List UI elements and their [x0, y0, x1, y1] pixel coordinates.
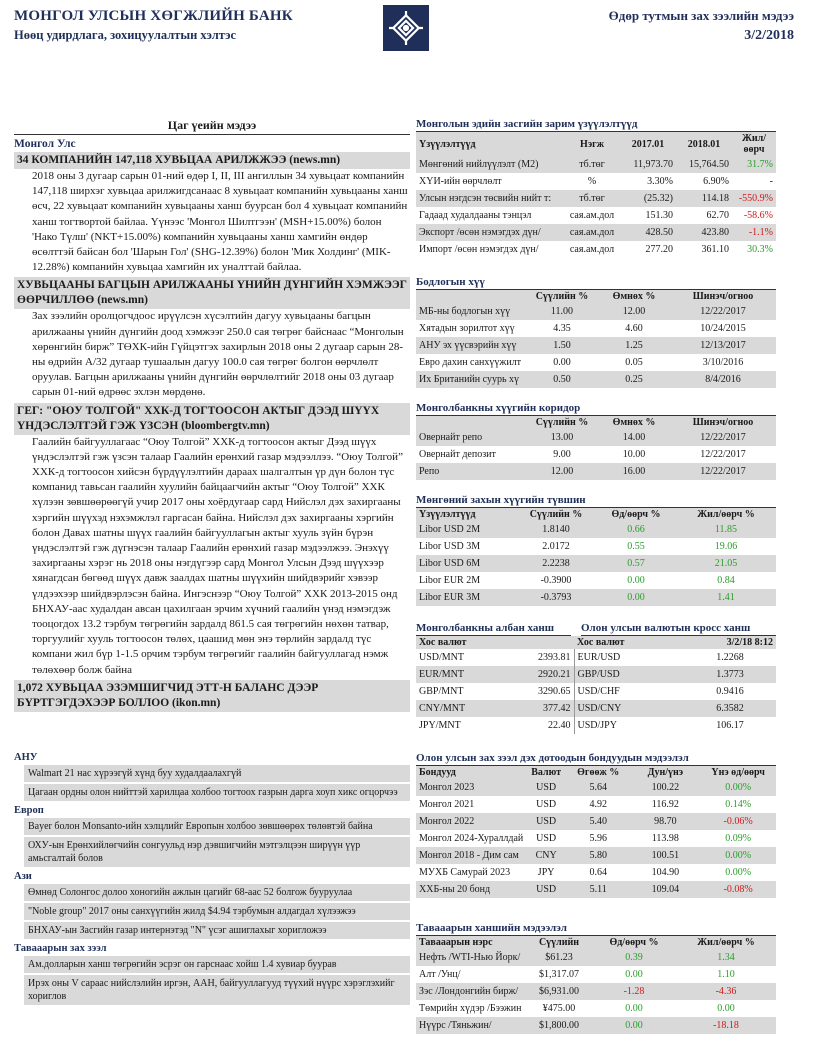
- table-cell: Мөнгөний нийлүүлэлт (М2): [416, 156, 564, 173]
- commodities-title: Тавааарын ханшийн мэдээлэл: [416, 922, 776, 936]
- table-cell: 104.90: [651, 867, 680, 878]
- bank-logo-icon: [383, 5, 429, 51]
- table-row: [416, 717, 776, 734]
- news-headline: 34 КОМПАНИЙН 147,118 ХУВЬЦАА АРИЛЖЖЭЭ (news.mn): [14, 152, 410, 169]
- news-brief: "Noble group" 2017 оны санхүүгийн жилд $4.94 тэрбумын алдагдал хүлээжээ: [24, 903, 410, 920]
- table-row: [416, 864, 776, 881]
- table-cell: USD: [526, 881, 566, 898]
- corridor-section: [416, 402, 776, 480]
- table-cell: Монгол 2023: [416, 779, 526, 796]
- table-row: [416, 830, 776, 847]
- table-cell: 116.92: [651, 799, 679, 810]
- fx-table: [416, 636, 776, 734]
- table-row: [416, 1000, 776, 1017]
- table-header-row: [416, 416, 776, 429]
- table-cell: Libor USD 6M: [416, 555, 516, 572]
- table-cell: USD: [526, 779, 566, 796]
- corridor-table: [416, 416, 776, 480]
- table-cell: 0.55: [627, 541, 645, 552]
- table-header-row: [416, 290, 776, 303]
- column-header: Өд/өөрч %: [592, 936, 676, 949]
- table-cell: Овернайт депозит: [419, 449, 496, 460]
- table-header-row: [416, 636, 776, 649]
- table-row: [416, 1017, 776, 1034]
- news-brief: Ирэх оны V сараас нийслэлийн иргэн, ААН, байгууллагууд түүхий нүүрс хэрэглэхийг хориглов: [24, 975, 410, 1005]
- table-row: [416, 779, 776, 796]
- column-header: Сүүлийн %: [526, 290, 598, 303]
- table-cell: 151.30: [645, 210, 673, 221]
- table-cell: -0.06%: [700, 813, 776, 830]
- table-cell: 100.22: [630, 779, 700, 796]
- table-cell: 12/13/2017: [670, 337, 776, 354]
- table-cell: -1.1%: [732, 224, 776, 241]
- column-header: Валют: [526, 766, 566, 779]
- table-cell: USD/MNT: [419, 652, 465, 663]
- table-cell: EUR/USD: [574, 649, 684, 666]
- table-row: [416, 463, 776, 480]
- column-header: Сүүлийн: [526, 936, 592, 949]
- news-brief: Цагаан ордны олон нийттэй харилцаа холбоо тогтоох газрын дарга хоуп хикс огцорчээ: [24, 784, 410, 801]
- table-cell: 11,973.70: [620, 156, 676, 173]
- table-cell: сая.ам.дол: [564, 224, 620, 241]
- table-header-row: [416, 766, 776, 779]
- table-cell: 0.57: [596, 555, 676, 572]
- table-cell: 0.00: [627, 575, 645, 586]
- news-body: 2018 оны 3 дугаар сарын 01-ний өдөр I, II, III ангиллын 34 хувьцаат компанийн 147,118 ширхэг хувьцаа арилжигдсанаас 8 хувьцаат компанийн хувьцааны ханш өсч, 22 хувьцаат компанийн хувьцааны ханш буурсан бол 4 хувьцаат компанийн ханш тогтвортой байлаа. Үүнээс 'Монгол Шилтгээн' (MSH+15.00%) болон 'Нако Түлш' (NKT+15.00%) компанийн хувьцааны ханш хамгийн өндөр өсөлттэй байсан бол 'Шарын Гол' (SHG-12.39%) болон 'Мик Холдинг' (MIK-12.28%) компанийн хувьцаа хамгийн их уналттай байлаа.: [32, 170, 408, 274]
- table-row: [416, 700, 776, 717]
- table-cell: $1,317.07: [539, 969, 579, 980]
- table-cell: 428.50: [620, 224, 676, 241]
- policy-rate-title: Бодлогын хүү: [416, 276, 776, 290]
- table-row: [416, 796, 776, 813]
- table-cell: Экспорт /өсөн нэмэгдэх дүн/: [416, 224, 564, 241]
- fx-titles: [416, 622, 776, 636]
- table-cell: USD/CNY: [574, 700, 684, 717]
- table-cell: Libor EUR 2M: [419, 575, 481, 586]
- money-market-section: [416, 494, 776, 606]
- table-cell: 2.0172: [542, 541, 570, 552]
- table-cell: 0.64: [589, 867, 607, 878]
- column-header: Хос валют: [574, 636, 684, 649]
- table-cell: 0.00%: [700, 779, 776, 796]
- table-row: [416, 371, 776, 388]
- table-cell: 277.20: [645, 244, 673, 255]
- header-right: [609, 8, 794, 44]
- table-cell: 0.00: [553, 357, 571, 368]
- table-cell: МУХБ Самурай 2023: [419, 867, 511, 878]
- news-body: Зах зээлийн оролцогчдоос ирүүлсэн хүсэлтийн дагуу хувьцааны багцын арилжааны үнийн дүнгийн доод хэмжээг 250.0 сая төгрөг байснаас “Монголын хөрөнгийн бирж” ТӨХК-ийн Гүйцэтгэх захирлын 2018 оны 2 дугаар сарын 28-ны өдрийн А/32 дугаар тушаалын дагуу 100.0 сая төгрөг болгон өөрчлөлт оруулав. Багцын арилжааны үнийн дүнгийн өөрчлөлтийг 2018 оны 03 дугаар сарын 01-ний өдрөөс эхлэн мөрдөнө.: [32, 310, 404, 399]
- region-label: Ази: [14, 870, 32, 882]
- table-row: [416, 555, 776, 572]
- column-header: Үнэ өд/өөрч: [700, 766, 776, 779]
- table-cell: 0.00: [596, 589, 676, 606]
- column-header: 2017.01: [620, 132, 676, 156]
- region-label: АНУ: [14, 751, 38, 763]
- table-row: [416, 173, 776, 190]
- table-cell: -18.18: [676, 1017, 776, 1034]
- table-cell: 1.8140: [516, 521, 596, 538]
- table-cell: Импорт /өсөн нэмэгдэх дүн/: [419, 244, 539, 255]
- table-cell: 0.50: [526, 371, 598, 388]
- money-market-table: [416, 508, 776, 606]
- table-cell: 106.17: [716, 720, 744, 731]
- cross-rate-time: 3/2/18 8:12: [684, 636, 776, 649]
- table-cell: 1.25: [598, 337, 670, 354]
- table-cell: Гадаад худалдааны тэнцэл: [419, 210, 532, 221]
- column-header: [416, 416, 526, 429]
- table-row: [416, 337, 776, 354]
- department-name: Нөөц удирдлага, зохицуулалтын хэлтэс: [14, 28, 237, 42]
- table-cell: -550.9%: [732, 190, 776, 207]
- table-cell: 10/24/2015: [700, 323, 746, 334]
- table-cell: $1,800.00: [526, 1017, 592, 1034]
- bonds-section: [416, 752, 776, 898]
- macro-section: [416, 118, 776, 258]
- column-header: Нэгж: [564, 132, 620, 156]
- table-cell: 1.3773: [684, 666, 776, 683]
- table-cell: -0.3793: [516, 589, 596, 606]
- header-left: [14, 8, 293, 43]
- table-cell: 22.40: [548, 720, 571, 731]
- policy-rate-table: [416, 290, 776, 388]
- table-cell: 16.00: [598, 463, 670, 480]
- table-cell: 0.00%: [700, 847, 776, 864]
- column-header: 2018.01: [676, 132, 732, 156]
- region-mongolia-label: Монгол Улс: [14, 138, 76, 150]
- table-row: [416, 666, 776, 683]
- table-cell: 6.90%: [703, 176, 729, 187]
- table-cell: CNY: [526, 847, 566, 864]
- table-cell: 0.00: [625, 969, 643, 980]
- column-header: Хос валют: [416, 636, 574, 649]
- table-cell: Libor USD 2M: [416, 521, 516, 538]
- table-cell: АНУ эх үүсвэрийн хүү: [416, 337, 526, 354]
- news-brief: Ам.долларын ханш төгрөгийн эсрэг он гарснаас хойш 1.4 хувиар буурав: [24, 956, 410, 973]
- column-header: Жил/өөрч %: [676, 936, 776, 949]
- column-header: Өгөөж %: [566, 766, 630, 779]
- table-cell: JPY/MNT: [419, 720, 461, 731]
- table-row: [416, 207, 776, 224]
- table-cell: -: [769, 176, 773, 187]
- column-header: Үзүүлэлтүүд: [416, 508, 516, 521]
- news-headline: ГЕГ: "ОЮУ ТОЛГОЙ" ХХК-Д ТОГТООСОН АКТЫГ ДЭЭД ШҮҮХ ҮНДЭСЛЭЛТЭЙ ГЭЖ ҮЗСЭН (bloombergtv.mn): [14, 403, 410, 435]
- official-rate-title: Монголбанкны албан ханш: [416, 622, 571, 636]
- table-row: [416, 446, 776, 463]
- column-header: Жил/өөрч: [732, 132, 776, 156]
- table-cell: 8/4/2016: [670, 371, 776, 388]
- table-cell: Libor USD 3M: [419, 541, 481, 552]
- table-header-row: [416, 508, 776, 521]
- table-cell: 13.00: [526, 429, 598, 446]
- news-brief: ОХУ-ын Ерөнхийлөгчийн сонгуульд нэр дэвшигчийн мэтгэлцээн ширүүн үүр амьсгалтай болов: [24, 837, 410, 867]
- column-header: Сүүлийн %: [526, 416, 598, 429]
- commodities-table: [416, 936, 776, 1034]
- table-cell: (25.32): [620, 190, 676, 207]
- table-cell: 361.10: [701, 244, 729, 255]
- region-label: Европ: [14, 804, 44, 816]
- fx-section: [416, 622, 776, 734]
- table-cell: USD/CHF: [574, 683, 684, 700]
- news-body: Гаалийн байгууллагаас “Оюу Толгой” ХХК-д тогтоосон актыг Дээд шүүх үндэслэлтэй гэж үзсэн талаар Гаалийн ерөнхий газар мэдээллээ. “Оюу Толгой” ХХК-д тогтоосон хийсэн бүрдүүлэлтийн дараах шалгалтын үр дүн болон түс компанид тавьсан гаалийн хуулийн байцаагчийн актыг “Оюу Толгой” ХХК хүлээн зөвшөөрөөгүй учир 2017 оны хоёрдугаар сард Нийслэл дэх захиргааны хэргийн шүүхэд нэхэмжлэл гаргасан байна. Нийслэл дэх захиргааны хэргийн болон Давах шатны шүүх гаалийн байгууллагын актыг хууль зүйн бүрэн үндэслэлтэй гэж дүгнэсэн талаар Гаалийн ерөнхий газар мэдээлжээ. Энэхүү захиргааны хэрэг нь 2018 оны нэгдүгээр сард Монгол Улсын Дээд шүүхээр хянагдсан бөгөөд шүүх давж заалдах шатны шүүхийн шийдвэрийг хэвээр үлдээхээр шийдвэрлэсэн байна. Ингэснээр “Оюу Толгой” ХХК 2013-2015 онд БНХАУ-аас худалдан авсан цахилгаан эрчим хүчний гаалийн үнэд нэмэгдэж тооцогдох 13.2 тэрбум төгрөгийн зардалд 861.5 сая төгрөгийн нөхөн татвар, торгуулийг хууль тогтоосон төлөх, цаашид мөн энэ төрлийн зардалд түс компани жил бүр 1-1.5 орчим тэрбум төгрөгийг гаалийн байгууллагад нэмж төлөхөөр болж байна: [32, 435, 403, 676]
- column-header: Өмнөх %: [598, 416, 670, 429]
- table-cell: 31.7%: [732, 156, 776, 173]
- table-cell: ХҮИ-ийн өөрчлөлт: [419, 176, 502, 187]
- table-cell: -58.6%: [743, 210, 773, 221]
- table-cell: 0.00: [717, 1003, 735, 1014]
- news-column: [14, 118, 410, 1005]
- table-cell: 0.09%: [725, 833, 752, 844]
- table-cell: Нүүрс /Тяньжин/: [416, 1017, 526, 1034]
- table-cell: 12/22/2017: [670, 429, 776, 446]
- table-cell: 0.25: [598, 371, 670, 388]
- table-row: [416, 156, 776, 173]
- news-headline: 1,072 ХУВЬЦАА ЭЗЭМШИГЧИД ЭТТ-Н БАЛАНС ДЭЭР БҮРТГЭГДЭХЭЭР БОЛЛОО (ikon.mn): [14, 680, 410, 712]
- table-cell: $61.23: [526, 949, 592, 966]
- table-cell: 3290.65: [538, 686, 571, 697]
- table-cell: 11.85: [676, 521, 776, 538]
- table-row: [416, 572, 776, 589]
- table-row: [416, 429, 776, 446]
- column-header: Сүүлийн %: [516, 508, 596, 521]
- macro-table-title: Монголын эдийн засгийн зарим үзүүлэлтүүд: [416, 118, 776, 132]
- column-header: Дун/үнэ: [630, 766, 700, 779]
- table-row: [416, 881, 776, 898]
- column-header: Үзүүлэлтүүд: [416, 132, 564, 156]
- table-cell: 114.18: [676, 190, 732, 207]
- news-brief: Walmart 21 нас хүрээгүй хүнд буу худалдаалахгүй: [24, 765, 410, 782]
- table-cell: 4.92: [589, 799, 607, 810]
- table-header-row: [416, 936, 776, 949]
- news-brief: БНХАУ-ын Засгийн газар интернэтэд "N" үсэг ашиглахыг хоригложээ: [24, 922, 410, 939]
- corridor-title: Монголбанкны хүүгийн коридор: [416, 402, 776, 416]
- table-cell: Их Британийн суурь хү: [416, 371, 526, 388]
- table-cell: Нефть /WTI-Нью Йорк/: [416, 949, 526, 966]
- table-cell: 2.2238: [516, 555, 596, 572]
- table-cell: 10.00: [622, 449, 646, 460]
- table-cell: ¥475.00: [542, 1003, 576, 1014]
- region-label: Тавааарын зах зээл: [14, 942, 107, 954]
- table-cell: 4.60: [625, 323, 643, 334]
- table-cell: Репо: [416, 463, 526, 480]
- table-cell: 5.11: [566, 881, 630, 898]
- table-cell: Монгол 2021: [419, 799, 475, 810]
- table-cell: -1.28: [592, 983, 676, 1000]
- table-cell: USD: [536, 833, 557, 844]
- table-row: [416, 949, 776, 966]
- table-cell: 0.00%: [725, 867, 752, 878]
- table-row: [416, 224, 776, 241]
- table-cell: 0.00: [592, 1017, 676, 1034]
- table-cell: GBP/USD: [574, 666, 684, 683]
- table-cell: 5.80: [566, 847, 630, 864]
- table-cell: 1.41: [676, 589, 776, 606]
- table-cell: Төмрийн хүдэр /Бээжин: [419, 1003, 522, 1014]
- table-cell: 5.96: [589, 833, 607, 844]
- market-data-column: [416, 118, 776, 1034]
- news-brief: Bayer болон Monsanto-ийн хэлцлийг Европын холбоо зөвшөөрөх төлөвтэй байна: [24, 818, 410, 835]
- column-header: Тавааарын нэрс: [416, 936, 526, 949]
- table-cell: Зэс /Лондонгийн бирж/: [416, 983, 526, 1000]
- table-cell: 30.3%: [747, 244, 773, 255]
- table-row: [416, 649, 776, 666]
- policy-rate-section: [416, 276, 776, 388]
- table-cell: ХХБ-ны 20 бонд: [416, 881, 526, 898]
- table-cell: 1.50: [526, 337, 598, 354]
- table-cell: Хятадын зорилтот хүү: [419, 323, 515, 334]
- table-cell: 3/10/2016: [702, 357, 744, 368]
- table-cell: 1.2268: [716, 652, 744, 663]
- table-cell: Libor EUR 3M: [416, 589, 516, 606]
- news-brief: Өмнөд Солонгос долоо хоногийн ажлын цагийг 68-аас 52 болгож бууруулаа: [24, 884, 410, 901]
- table-cell: 21.05: [676, 555, 776, 572]
- table-cell: 5.64: [566, 779, 630, 796]
- table-cell: $6,931.00: [526, 983, 592, 1000]
- table-cell: МБ-ны бодлогын хүү: [416, 303, 526, 320]
- report-date: 3/2/2018: [744, 28, 794, 43]
- table-row: [416, 813, 776, 830]
- table-cell: Овернайт репо: [416, 429, 526, 446]
- table-cell: -0.08%: [700, 881, 776, 898]
- table-cell: 109.04: [630, 881, 700, 898]
- table-cell: GBP/MNT: [419, 686, 464, 697]
- table-row: [416, 589, 776, 606]
- table-cell: 5.40: [566, 813, 630, 830]
- macro-table: [416, 132, 776, 258]
- table-cell: 12.00: [598, 303, 670, 320]
- cross-rate-title: Олон улсын валютын кросс ханш: [581, 622, 776, 636]
- table-cell: EUR/MNT: [416, 666, 496, 683]
- table-cell: 3.30%: [647, 176, 673, 187]
- table-cell: 100.51: [630, 847, 700, 864]
- table-cell: Алт /Унц/: [419, 969, 461, 980]
- table-cell: 0.39: [592, 949, 676, 966]
- table-cell: 19.06: [714, 541, 738, 552]
- table-row: [416, 966, 776, 983]
- table-cell: 423.80: [676, 224, 732, 241]
- money-market-title: Мөнгөний захын хүүгийн түвшин: [416, 494, 776, 508]
- table-cell: 6.3582: [684, 700, 776, 717]
- table-cell: %: [587, 176, 597, 187]
- table-cell: 9.00: [553, 449, 571, 460]
- table-cell: 12.00: [526, 463, 598, 480]
- column-header: [416, 290, 526, 303]
- world-news-briefs: [14, 752, 410, 1005]
- table-cell: 0.14%: [725, 799, 752, 810]
- table-row: [416, 538, 776, 555]
- table-row: [416, 190, 776, 207]
- table-row: [416, 320, 776, 337]
- table-cell: Монгол 2018 - Дим сам: [416, 847, 526, 864]
- table-cell: 14.00: [598, 429, 670, 446]
- table-cell: 0.84: [717, 575, 735, 586]
- table-cell: -0.3900: [540, 575, 572, 586]
- table-cell: 1.10: [717, 969, 735, 980]
- table-cell: 0.05: [625, 357, 643, 368]
- table-cell: 12/22/2017: [700, 449, 746, 460]
- table-row: [416, 303, 776, 320]
- table-cell: 4.35: [553, 323, 571, 334]
- table-row: [416, 521, 776, 538]
- bonds-table: [416, 766, 776, 898]
- table-row: [416, 983, 776, 1000]
- table-cell: сая.ам.дол: [569, 244, 615, 255]
- table-cell: тб.төг: [564, 156, 620, 173]
- table-cell: USD/JPY: [574, 717, 684, 734]
- table-row: [416, 683, 776, 700]
- news-section-title: Цаг үеийн мэдээ: [14, 118, 410, 135]
- table-cell: тб.төг: [564, 190, 620, 207]
- column-header: Өмнөх %: [598, 290, 670, 303]
- table-cell: 377.42: [496, 700, 574, 717]
- table-row: [416, 241, 776, 258]
- table-cell: Евро дахин санхүүжилт: [419, 357, 522, 368]
- news-headline: ХУВЬЦААНЫ БАГЦЫН АРИЛЖААНЫ ҮНИЙН ДҮНГИЙН ХЭМЖЭЭГ ӨӨРЧИЛЛӨӨ (news.mn): [14, 277, 410, 309]
- table-cell: Монгол 2024-Хураллдай: [419, 833, 524, 844]
- commodities-section: [416, 922, 776, 1034]
- column-header: Бондууд: [416, 766, 526, 779]
- bank-name: МОНГОЛ УЛСЫН ХӨГЖЛИЙН БАНК: [14, 8, 293, 24]
- table-cell: 12/22/2017: [670, 303, 776, 320]
- table-row: [416, 354, 776, 371]
- table-cell: 1.34: [676, 949, 776, 966]
- table-cell: CNY/MNT: [416, 700, 496, 717]
- table-cell: 0.9416: [716, 686, 744, 697]
- table-cell: USD: [536, 799, 557, 810]
- table-cell: 113.98: [651, 833, 679, 844]
- column-header: Өд/өөрч %: [596, 508, 676, 521]
- table-row: [416, 847, 776, 864]
- table-cell: 12/22/2017: [670, 463, 776, 480]
- column-header: Шинэч/огноо: [670, 290, 776, 303]
- table-cell: -4.36: [676, 983, 776, 1000]
- report-title: Өдөр тутмын зах зээлийн мэдээ: [608, 8, 794, 23]
- table-cell: JPY: [537, 867, 555, 878]
- table-cell: Монгол 2022: [416, 813, 526, 830]
- page-header: [0, 0, 814, 60]
- column-header: Жил/өөрч %: [676, 508, 776, 521]
- table-cell: 98.70: [630, 813, 700, 830]
- table-cell: 2393.81: [538, 652, 571, 663]
- table-header-row: [416, 132, 776, 156]
- table-cell: 0.00: [625, 1003, 643, 1014]
- table-cell: 11.00: [526, 303, 598, 320]
- table-cell: Улсын нэгдсэн төсвийн нийт т:: [416, 190, 564, 207]
- bonds-title: Олон улсын зах зээл дэх дотоодын бондуудын мэдээлэл: [416, 752, 776, 766]
- table-cell: сая.ам.дол: [569, 210, 615, 221]
- column-header: Шинэч/огноо: [670, 416, 776, 429]
- table-cell: 15,764.50: [676, 156, 732, 173]
- table-cell: USD: [526, 813, 566, 830]
- table-cell: 62.70: [706, 210, 729, 221]
- table-cell: 2920.21: [496, 666, 574, 683]
- table-cell: 0.66: [596, 521, 676, 538]
